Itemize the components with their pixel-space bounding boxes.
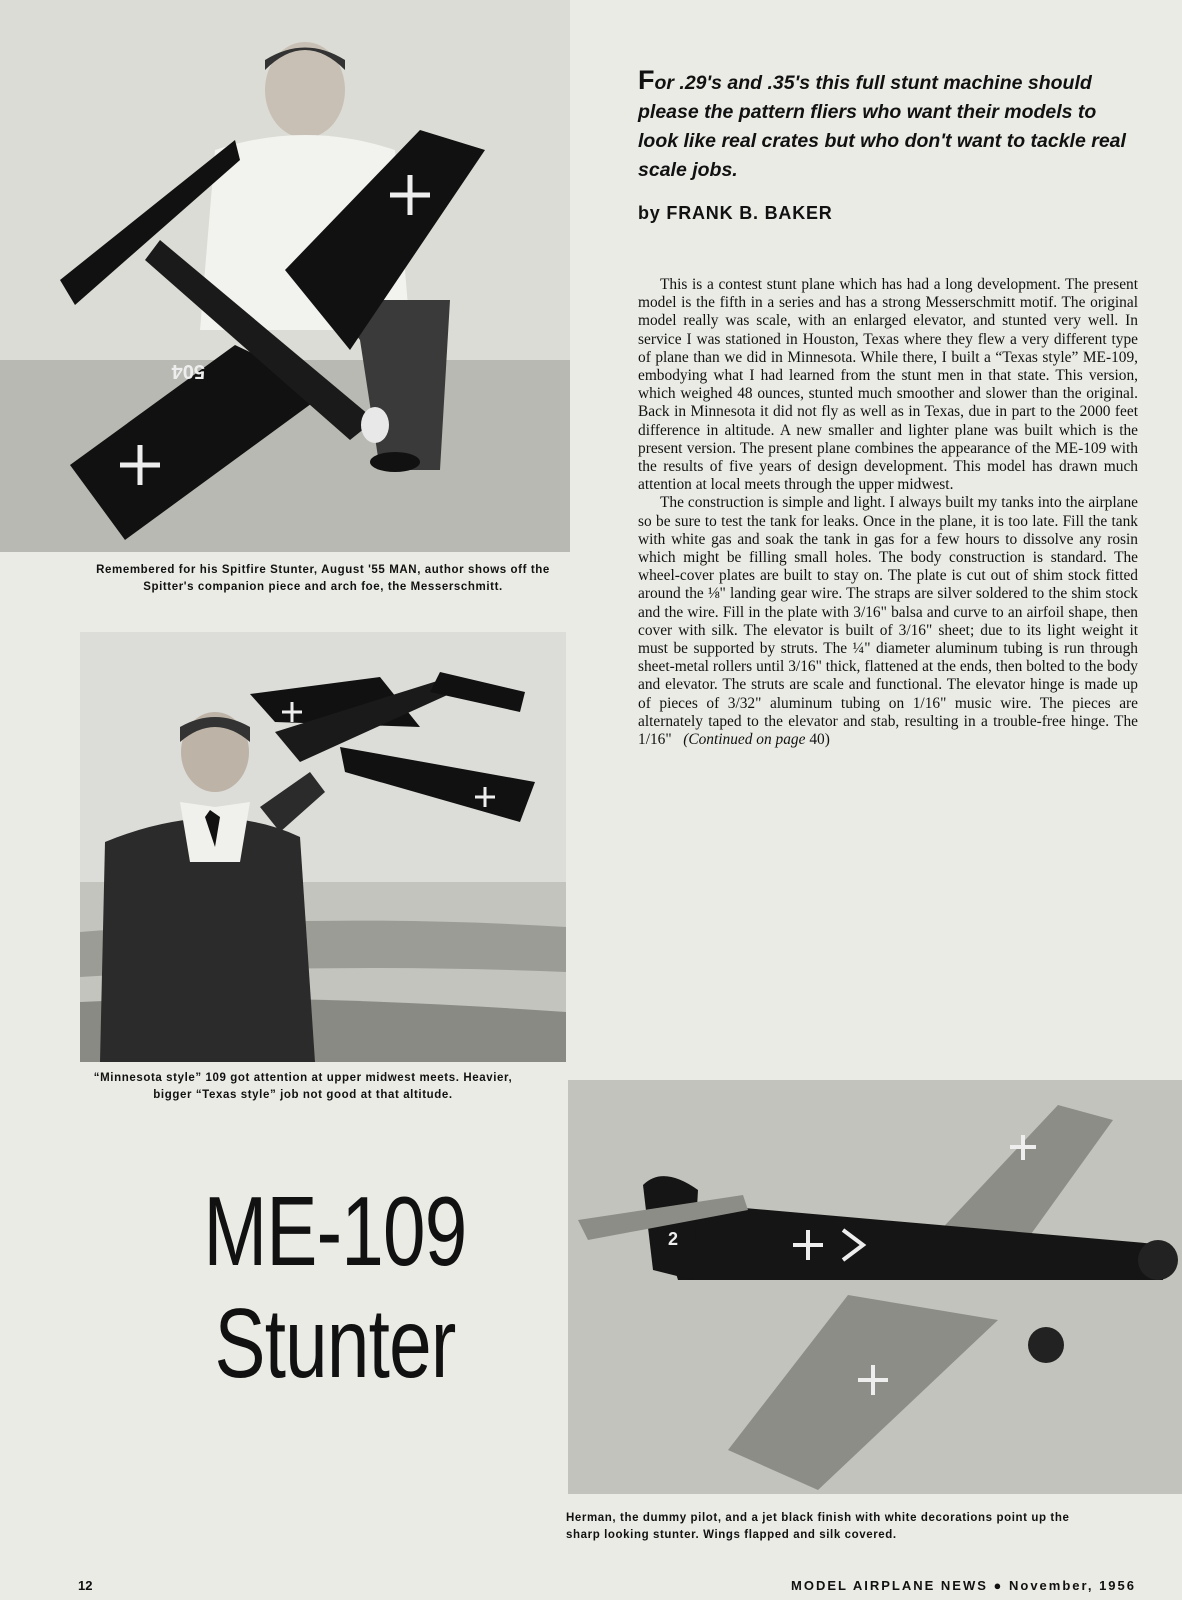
fuselage-number: 504 xyxy=(171,360,205,382)
photo-minnesota-style xyxy=(80,632,566,1062)
intro-deck xyxy=(638,66,1138,185)
title-line-1: ME-109 xyxy=(203,1176,467,1286)
body-paragraph-1: This is a contest stunt plane which has had a long development. The present model is the fifth in a series and has a strong Messerschmitt motif. The original model really was scale, with an enlarged elevator, and stunted very well. In service I was stationed in Houston, Texas where they flew a very different type of plane than we did in Minnesota. While there, I built a “Texas style” ME-109, embodying what I had learned from the stunt men in that state. This version, which weighed 48 ounces, stunted much smoother and slower than the original. Back in Minnesota it did not fly as well as in Texas, due in part to the 2000 feet difference in altitude. A new smaller and lighter plane was built which is the present version. The present plane combines the appearance of the ME-109 with the results of five years of design development. This model has drawn much attention at local meets through the upper midwest. xyxy=(638,276,1138,494)
page-number: 12 xyxy=(78,1578,93,1593)
magazine-footer: MODEL AIRPLANE NEWS ● November, 1956 xyxy=(791,1578,1136,1593)
continued-page: 40) xyxy=(809,731,830,749)
caption-photo-1: Remembered for his Spitfire Stunter, August '55 MAN, author shows off the Spitter's companion piece and arch foe, the Messerschmitt. xyxy=(96,564,550,593)
continued-note: (Continued on page xyxy=(683,731,806,749)
byline: by FRANK B. BAKER xyxy=(638,203,833,223)
photo-author-with-model-image xyxy=(0,0,570,552)
body-paragraph-2-text: The construction is simple and light. I always built my tanks into the airplane so be sure to test the tank for leaks. Once in the plane, it is too late. Fill the tank with white gas and soak the tank in gas for a few hours to dissolve any rosin which might be filling small holes. The body construction is standard. The wheel-cover plates are built to stay on. The plate is cut out of shim stock fitted around the ⅛" landing gear wire. The straps are silver soldered to the shim stock and the wire. Fill in the plate with 3/16" balsa and curve to an airfoil shape, then cover with silk. The elevator is built of 3/16" sheet; due to its light weight it must be supported by struts. The ¼" diameter aluminum tubing is run through sheet-metal rollers until 3/16" thick, flattened at the ends, then bolted to the body and elevator. The struts are scale and functional. The elevator hinge is made up of pieces of 3/32" aluminum tubing on 1/16" music wire. The pieces are alternately taped to the elevator and stab, resulting in a trouble-free hinge. The 1/16" xyxy=(638,494,1138,749)
intro-text: or .29's and .35's this full stunt machine should please the pattern fliers who want their models to look like real crates but who don't want to tackle real scale jobs. xyxy=(638,72,1126,181)
photo-flying-stunter-image xyxy=(568,1080,1182,1494)
title-line-2: Stunter xyxy=(214,1288,456,1398)
photo-flying-stunter xyxy=(568,1080,1182,1494)
caption-photo-3: Herman, the dummy pilot, and a jet black finish with white decorations point up the sharp looking stunter. Wings flapped and silk covered. xyxy=(566,1512,1070,1541)
tail-number: 2 xyxy=(668,1229,679,1249)
caption-photo-2: “Minnesota style” 109 got attention at upper midwest meets. Heavier, bigger “Texas style” job not good at that altitude. xyxy=(93,1072,513,1101)
intro-drop-letter: F xyxy=(638,65,655,95)
photo-minnesota-style-image xyxy=(80,632,566,1062)
body-paragraph-2 xyxy=(638,494,1138,749)
photo-author-with-model xyxy=(0,0,570,552)
article-body xyxy=(638,276,1138,749)
article-title xyxy=(191,1175,480,1399)
